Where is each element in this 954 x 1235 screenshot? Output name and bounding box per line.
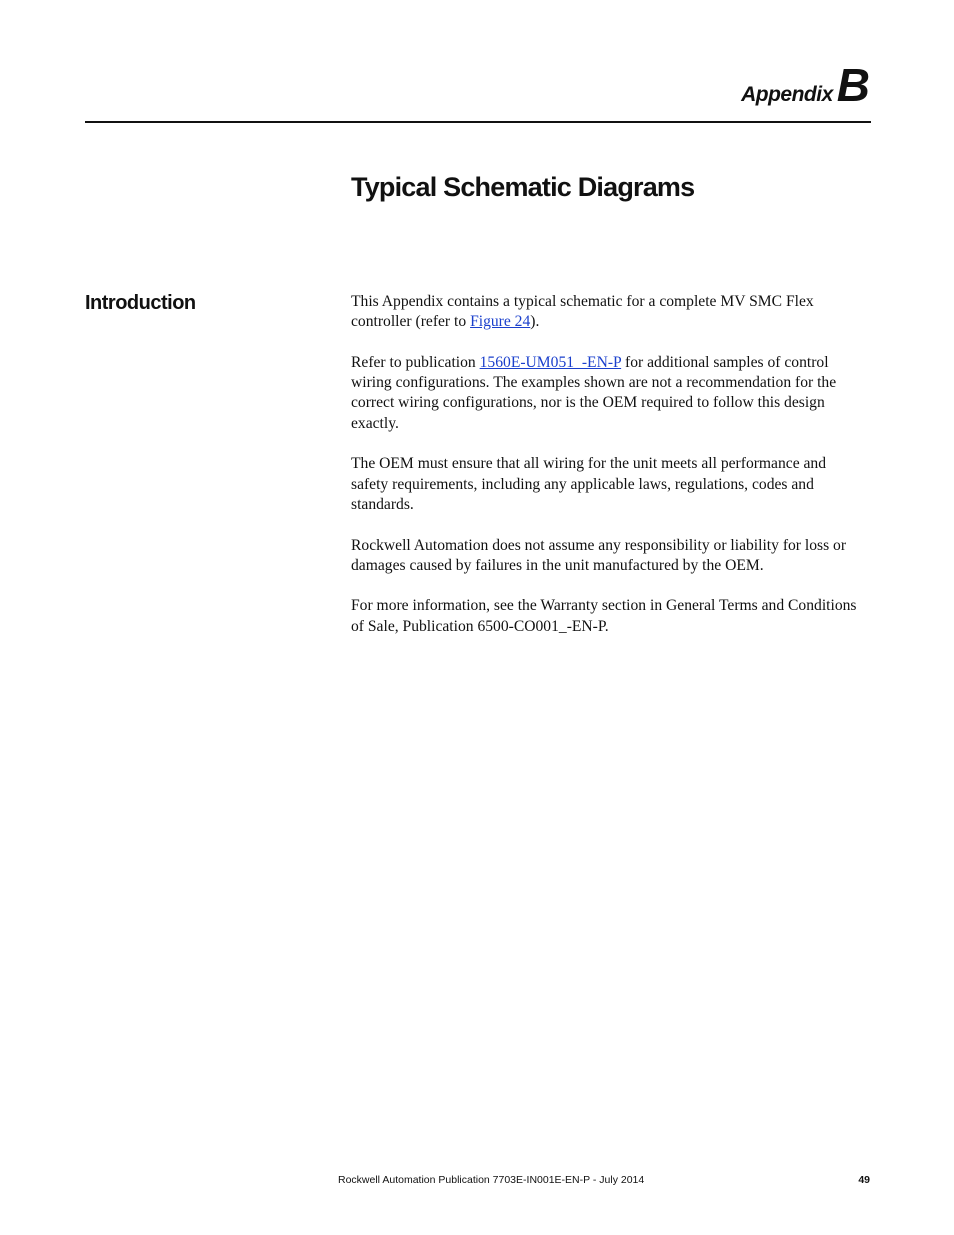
publication-link[interactable]: 1560E-UM051_-EN-P bbox=[479, 353, 622, 371]
footer-publication: Rockwell Automation Publication 7703E-IN001E-EN-P - July 2014 bbox=[338, 1174, 645, 1186]
introduction-body bbox=[351, 292, 863, 657]
section-heading-introduction: Introduction bbox=[85, 292, 196, 314]
appendix-heading bbox=[741, 58, 870, 112]
page-title: Typical Schematic Diagrams bbox=[351, 172, 695, 202]
appendix-label: Appendix bbox=[741, 83, 833, 106]
paragraph-1: This Appendix contains a typical schematic for a complete MV SMC Flex controller (refer to Figure 24). bbox=[351, 293, 814, 331]
header-rule bbox=[85, 121, 871, 123]
paragraph-2: Refer to publication 1560E-UM051_-EN-P for additional samples of control wiring configurations. The examples shown are not a recommendation for the correct wiring configurations, nor is the OEM required to follow this design exactly. bbox=[351, 353, 837, 432]
paragraph-5: For more information, see the Warranty section in General Terms and Conditions of Sale, Publication 6500-CO001_-EN-P. bbox=[351, 597, 857, 635]
appendix-letter: B bbox=[836, 59, 870, 111]
paragraph-4: Rockwell Automation does not assume any responsibility or liability for loss or damages caused by failures in the unit manufactured by the OEM. bbox=[351, 536, 847, 574]
figure-24-link[interactable]: Figure 24 bbox=[470, 313, 531, 331]
paragraph-3: The OEM must ensure that all wiring for the unit meets all performance and safety requirements, including any applicable laws, regulations, codes and standards. bbox=[351, 455, 827, 513]
footer-page-number: 49 bbox=[858, 1174, 870, 1186]
